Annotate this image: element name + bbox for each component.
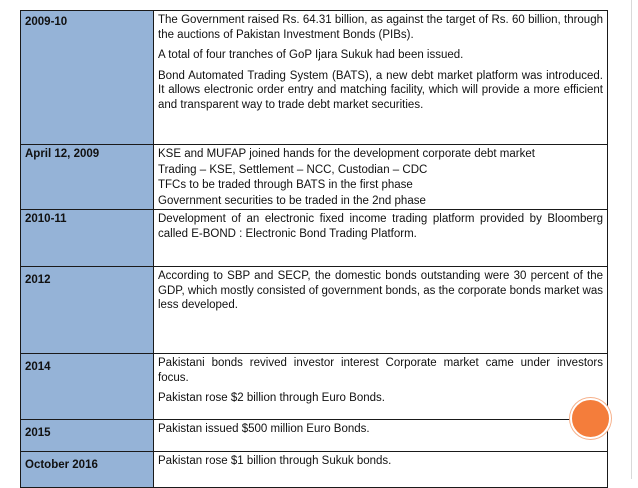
description-text: KSE and MUFAP joined hands for the development corporate debt market <box>158 148 535 160</box>
table-row <box>21 354 608 420</box>
date-cell: 2015 <box>21 420 154 452</box>
description-text: Pakistan rose $2 billion through Euro Bonds. <box>158 392 385 404</box>
description-text: Government securities to be traded in the 2nd phase <box>158 194 426 207</box>
description-text: According to SBP and SECP, the domestic bonds outstanding were 30 percent of the GDP, which mostly consisted of government bonds, as the corporate bonds market was less developed. <box>158 270 603 311</box>
orange-circle-decoration <box>570 398 611 439</box>
description-text: TFCs to be traded through BATS in the first phase <box>158 179 413 191</box>
description-cell <box>154 452 608 488</box>
description-cell <box>154 267 608 354</box>
date-cell: 2014 <box>21 354 154 420</box>
description-text: Pakistan issued $500 million Euro Bonds. <box>158 423 370 435</box>
description-text: The Government raised Rs. 64.31 billion, as against the target of Rs. 60 billion, through the auctions of Pakistan Investment Bonds (PIBs). <box>158 14 603 41</box>
description-text: Pakistan rose $1 billion through Sukuk bonds. <box>158 455 392 467</box>
description-text: Trading – KSE, Settlement – NCC, Custodian – CDC <box>158 163 428 176</box>
description-cell <box>154 11 608 145</box>
table-row <box>21 11 608 145</box>
date-cell: April 12, 2009 <box>21 145 154 210</box>
table-row <box>21 145 608 210</box>
slide-edge-line <box>631 0 632 479</box>
description-text: Development of an electronic fixed income trading platform provided by Bloomberg called E-BOND : Electronic Bond Trading Platform. <box>158 213 603 240</box>
description-cell <box>154 145 608 210</box>
table-row <box>21 210 608 267</box>
description-cell <box>154 210 608 267</box>
description-cell <box>154 420 608 452</box>
description-text: Pakistani bonds revived investor interest Corporate market came under investors focus. <box>158 357 603 384</box>
table-row <box>21 420 608 452</box>
bond-market-timeline-table <box>20 10 608 488</box>
table-row <box>21 267 608 354</box>
date-cell: 2012 <box>21 267 154 354</box>
date-cell: October 2016 <box>21 452 154 488</box>
description-text: Bond Automated Trading System (BATS), a new debt market platform was introduced. It allows electronic order entry and matching facility, which will provide a more efficient and transparent way to trade debt market securities. <box>158 69 603 111</box>
table-row <box>21 452 608 488</box>
description-text: A total of four tranches of GoP Ijara Sukuk had been issued. <box>158 49 464 61</box>
description-cell <box>154 354 608 420</box>
date-cell: 2009-10 <box>21 11 154 145</box>
date-cell: 2010-11 <box>21 210 154 267</box>
